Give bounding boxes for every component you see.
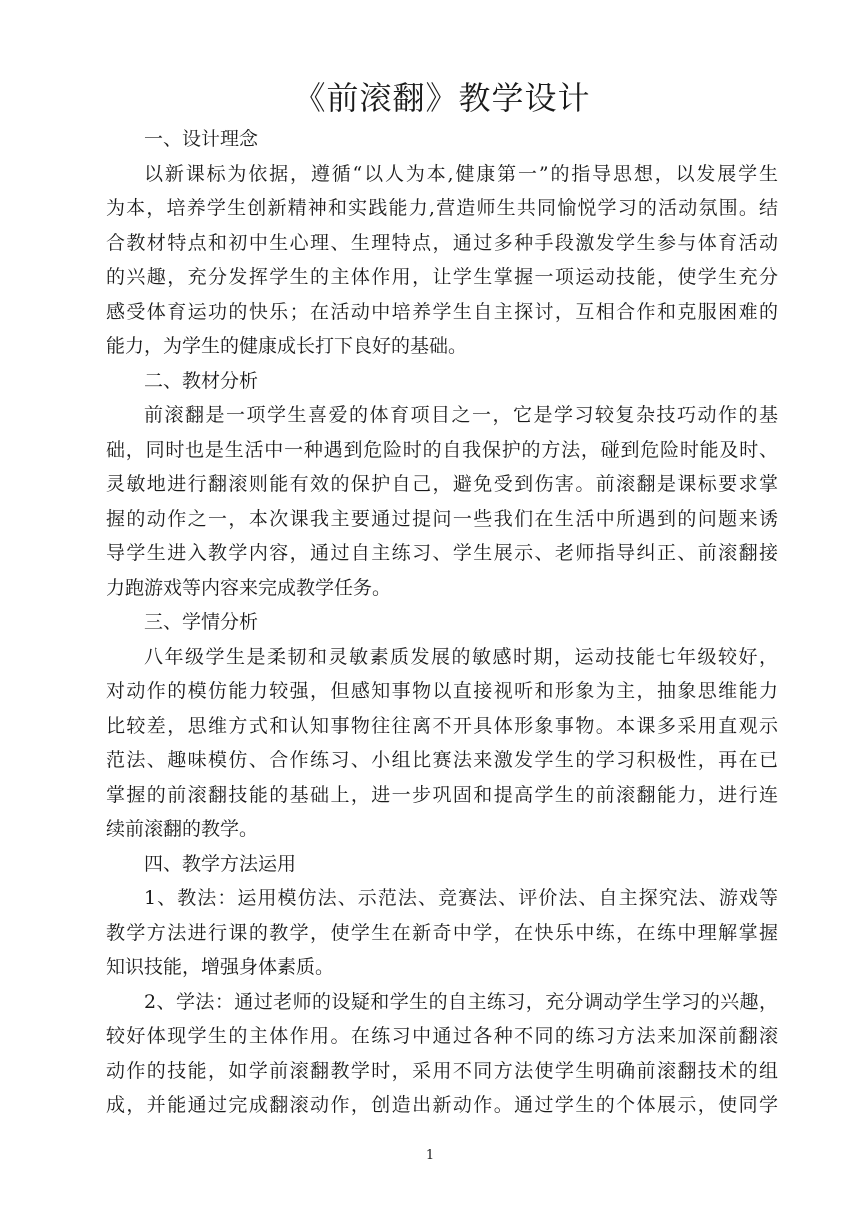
page-number: 1 <box>425 1148 435 1163</box>
text-line: 感受体育运功的快乐；在活动中培养学生自主探讨，互相合作和克服困难的 <box>106 300 778 323</box>
text-line: 握的动作之一，本次课我主要通过提问一些我们在生活中所遇到的问题来诱 <box>106 507 778 530</box>
section-heading: 二、教材分析 <box>144 369 259 392</box>
text-line: 2、学法：通过老师的设疑和学生的自主练习，充分调动学生学习的兴趣， <box>144 990 778 1013</box>
text-line: 范法、趣味模仿、合作练习、小组比赛法来激发学生的学习积极性，再在已 <box>106 749 778 771</box>
document-title: 《前滚翻》教学设计 <box>293 79 591 117</box>
text-line: 合教材特点和初中生心理、生理特点，通过多种手段激发学生参与体育活动 <box>106 231 778 254</box>
text-line: 八年级学生是柔韧和灵敏素质发展的敏感时期，运动技能七年级较好， <box>144 645 778 668</box>
text-line: 以新课标为依据，遵循“以人为本,健康第一”的指导思想，以发展学生 <box>144 162 778 185</box>
text-line: 比较差，思维方式和认知事物往往离不开具体形象事物。本课多采用直观示 <box>106 714 778 737</box>
text-line: 础，同时也是生活中一种遇到危险时的自我保护的方法，碰到危险时能及时、 <box>106 438 778 461</box>
text-line: 较好体现学生的主体作用。在练习中通过各种不同的练习方法来加深前翻滚 <box>106 1025 778 1047</box>
text-line: 的兴趣，充分发挥学生的主体作用，让学生掌握一项运动技能，使学生充分 <box>106 266 778 288</box>
text-line: 导学生进入教学内容，通过自主练习、学生展示、老师指导纠正、前滚翻接 <box>106 542 778 564</box>
text-line: 为本，培养学生创新精神和实践能力,营造师生共同愉悦学习的活动氛围。结 <box>106 197 778 219</box>
text-line: 对动作的模仿能力较强，但感知事物以直接视听和形象为主，抽象思维能力 <box>106 680 778 702</box>
paragraph <box>106 398 778 605</box>
section-learner-analysis <box>106 605 778 847</box>
section-heading: 三、学情分析 <box>144 611 259 633</box>
section-heading: 四、教学方法运用 <box>144 852 297 875</box>
section-teaching-methods <box>106 847 778 1123</box>
text-line: 前滚翻是一项学生喜爱的体育项目之一，它是学习较复杂技巧动作的基 <box>144 404 778 426</box>
text-line: 动作的技能，如学前滚翻教学时，采用不同方法使学生明确前滚翻技术的组 <box>106 1059 778 1082</box>
section-heading: 一、设计理念 <box>144 128 259 150</box>
text-line: 续前滚翻的教学。 <box>106 818 259 840</box>
paragraph-learning-method <box>106 985 778 1123</box>
paragraph <box>106 157 778 364</box>
text-line: 1、教法：运用模仿法、示范法、竞赛法、评价法、自主探究法、游戏等 <box>144 887 778 909</box>
paragraph <box>106 640 778 847</box>
text-line: 教学方法进行课的教学，使学生在新奇中学，在快乐中练，在练中理解掌握 <box>106 921 778 944</box>
section-material-analysis <box>106 364 778 606</box>
text-line: 力跑游戏等内容来完成教学任务。 <box>106 576 392 599</box>
text-line: 知识技能，增强身体素质。 <box>106 956 335 978</box>
paragraph-teaching-method <box>106 881 778 985</box>
text-line: 灵敏地进行翻滚则能有效的保护自己，避免受到伤害。前滚翻是课标要求掌 <box>106 473 778 495</box>
text-line: 能力，为学生的健康成长打下良好的基础。 <box>106 335 468 357</box>
text-line: 掌握的前滚翻技能的基础上，进一步巩固和提高学生的前滚翻能力，进行连 <box>106 783 778 806</box>
text-line: 成，并能通过完成翻滚动作，创造出新动作。通过学生的个体展示，使同学 <box>106 1094 778 1116</box>
document-page <box>106 76 778 1123</box>
section-design-concept <box>106 122 778 364</box>
